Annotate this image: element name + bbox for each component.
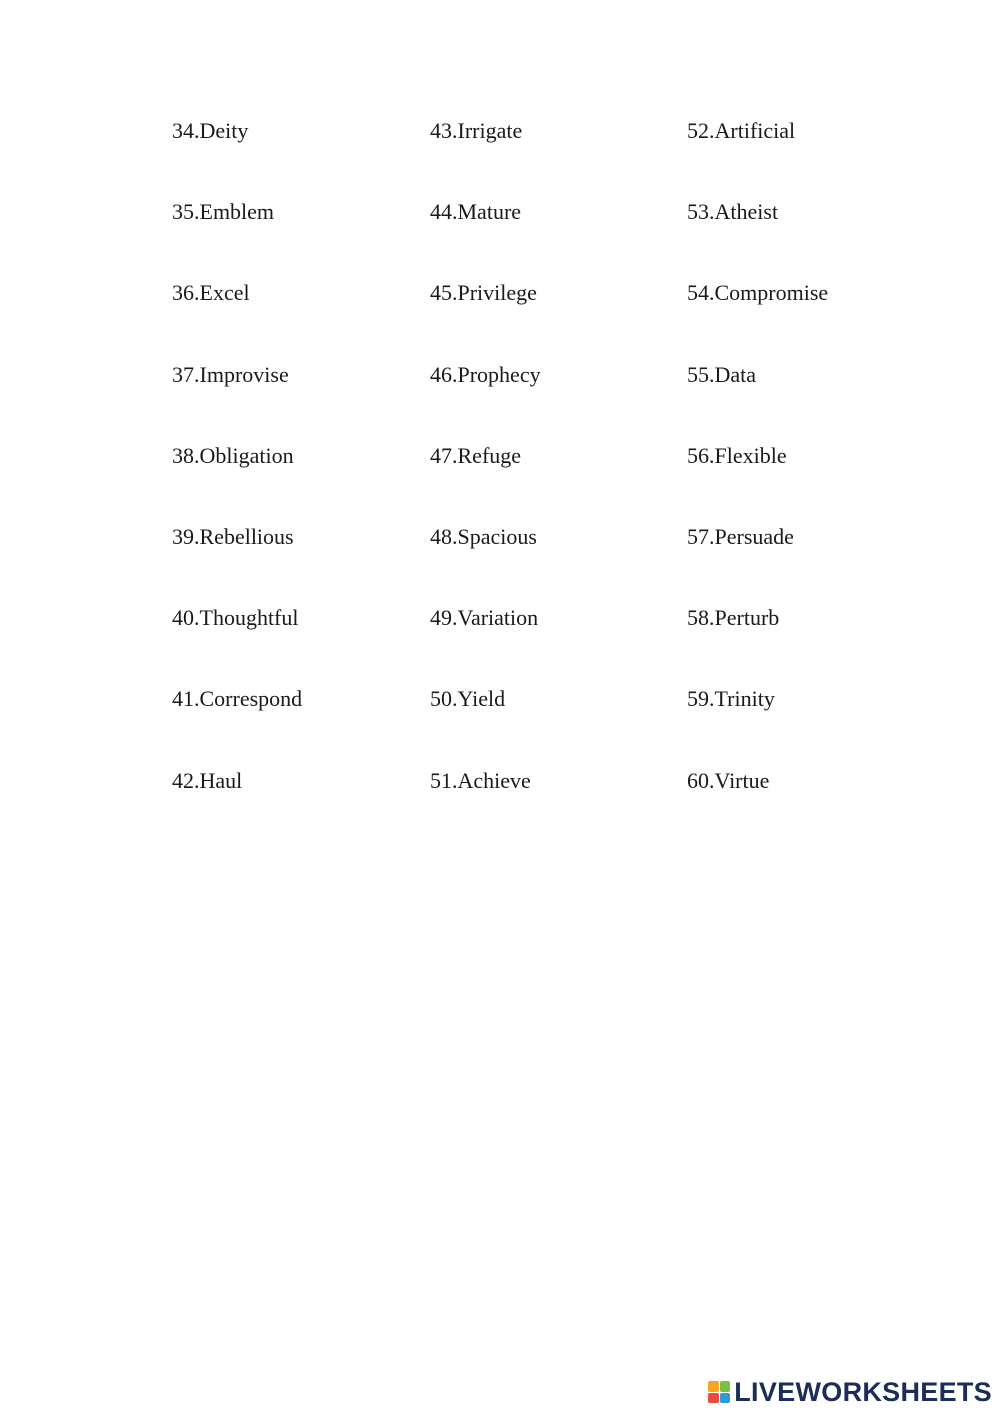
word-item: 43.Irrigate: [430, 118, 523, 143]
word-item: 58.Perturb: [687, 605, 780, 631]
word-item: 57.Persuade: [687, 523, 794, 549]
word-item: 56.Flexible: [687, 442, 787, 468]
word-item: 45.Privilege: [430, 280, 537, 306]
word-item: 48.Spacious: [430, 523, 537, 549]
word-item: 60.Virtue: [687, 767, 770, 793]
word-row: [172, 681, 932, 762]
word-item: 38.Obligation: [172, 442, 294, 468]
word-item: 54.Compromise: [687, 280, 829, 306]
word-list: [172, 113, 932, 844]
word-item: 51.Achieve: [430, 767, 531, 793]
logo-square-red: [708, 1393, 719, 1404]
word-row: [172, 519, 932, 600]
word-item: 59.Trinity: [687, 686, 775, 712]
liveworksheets-logo-icon: [708, 1381, 730, 1403]
word-item: 42.Haul: [172, 767, 243, 793]
word-item: 50.Yield: [430, 686, 506, 712]
word-item: 40.Thoughtful: [172, 605, 299, 631]
liveworksheets-brand: [708, 1377, 992, 1407]
word-item: 49.Variation: [430, 605, 539, 631]
brand-wordmark: LIVEWORKSHEETS: [734, 1377, 992, 1407]
word-item: 46.Prophecy: [430, 361, 541, 387]
word-item: 36.Excel: [172, 280, 250, 306]
logo-square-orange: [708, 1381, 719, 1392]
word-item: 35.Emblem: [172, 199, 275, 225]
word-item: 44.Mature: [430, 199, 522, 225]
word-item: 37.Improvise: [172, 361, 289, 387]
word-item: 34.Deity: [172, 118, 249, 143]
word-row: [172, 194, 932, 275]
word-item: 55.Data: [687, 361, 757, 387]
logo-square-green: [720, 1381, 731, 1392]
word-item: 41.Correspond: [172, 686, 303, 712]
word-row: [172, 763, 932, 844]
word-row: [172, 357, 932, 438]
word-row: [172, 438, 932, 519]
word-item: 47.Refuge: [430, 442, 522, 468]
word-item: 39.Rebellious: [172, 523, 294, 549]
logo-square-blue: [720, 1393, 731, 1404]
word-item: 53.Atheist: [687, 199, 779, 225]
word-item: 52.Artificial: [687, 118, 796, 143]
word-row: [172, 600, 932, 681]
word-row: [172, 275, 932, 356]
word-row: [172, 113, 932, 194]
